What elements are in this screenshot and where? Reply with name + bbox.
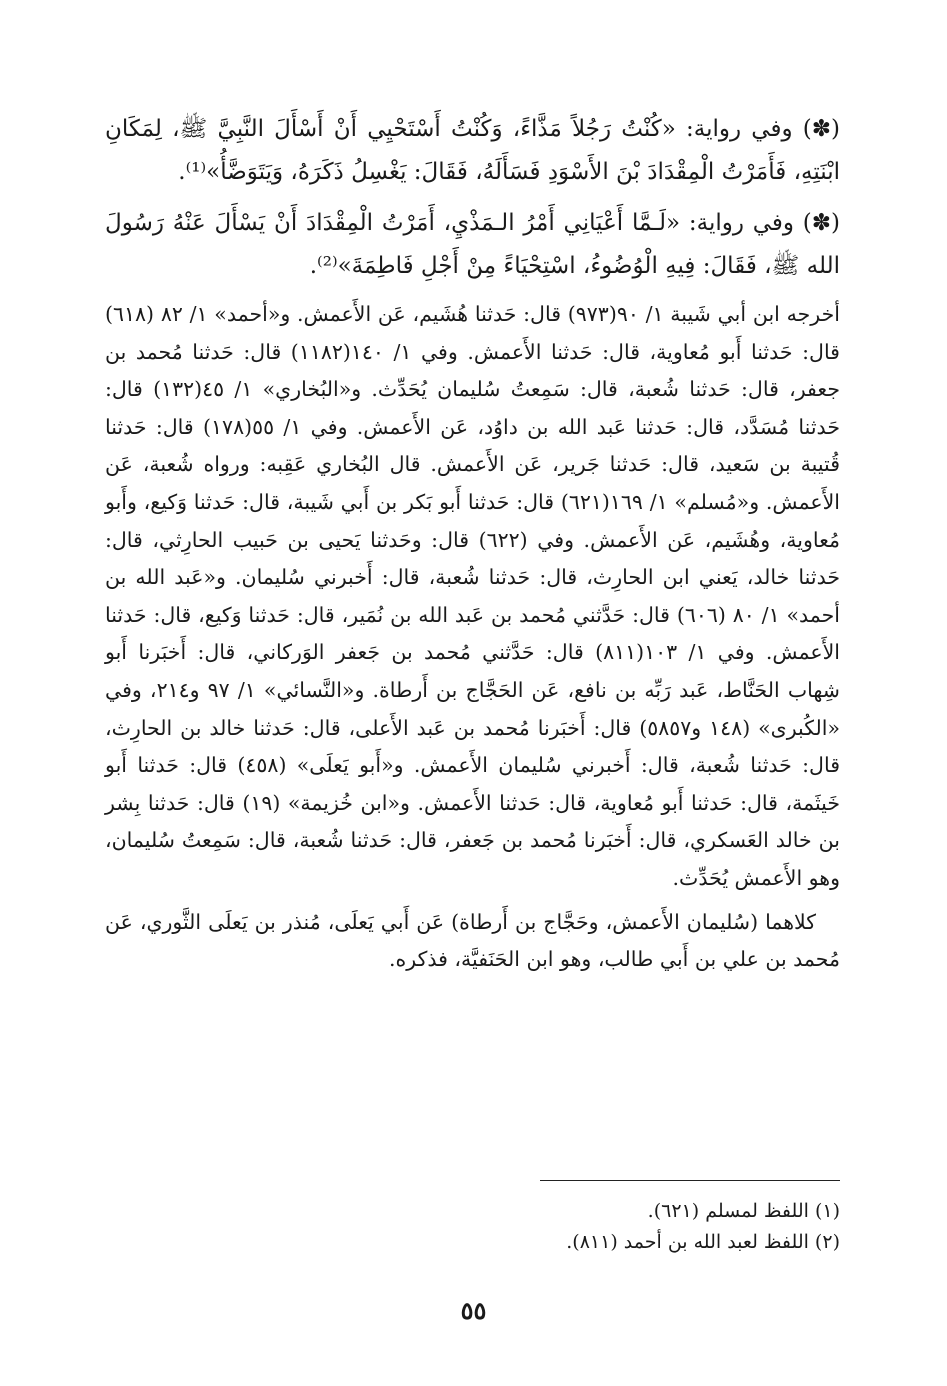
footnote-1: (١) اللفظ لمسلم (٦٢١). [647, 1200, 840, 1222]
footnote-2: (٢) اللفظ لعبد الله بن أحمد (٨١١). [566, 1231, 840, 1253]
page-body [105, 108, 840, 978]
takhrij-paragraph: أخرجه ابن أبي شَيبة ١/ ٩٠(٩٧٣) قال: حَدثنا هُشَيم، عَن الأَعمش. و«أحمد» ١/ ٨٢ (٦١٨) قال: حَدثنا أَبو مُعاوية، قال: حَدثنا الأَعمش. وفي ١/ ١٤٠(١١٨٢) قال: حَدثنا مُحمد بن جعفر، قال: حَدثنا شُعبة، قال: سَمِعتُ سُليمان يُحَدِّث. و«البُخاري» ١/ ٤٥(١٣٢) قال: حَدثنا مُسَدَّد، قال: حَدثنا عَبد الله بن داوُد، عَن الأَعمش. وفي ١/ ٥٥(١٧٨) قال: حَدثنا قُتيبة بن سَعيد، قال: حَدثنا جَرير، عَن الأَعمش. قال البُخاري عَقِبه: ورواه شُعبة، عَن الأَعمش. و«مُسلم» ١/ ١٦٩(٦٢١) قال: حَدثنا أَبو بَكر بن أَبي شَيبة، قال: حَدثنا وَكيع، وأَبو مُعاوية، وهُشَيم، عَن الأَعمش. وفي (٦٢٢) قال: وحَدثنا يَحيى بن حَبيب الحارِثي، قال: حَدثنا خالد، يَعني ابن الحارِث، قال: حَدثنا شُعبة، قال: أَخبرني سُليمان. و«عَبد الله بن أحمد» ١/ ٨٠ (٦٠٦) قال: حَدَّثني مُحمد بن عَبد الله بن نُمَير، قال: حَدثنا وَكيع، قال: حَدثنا الأَعمش. وفي ١/ ١٠٣(٨١١) قال: حَدَّثني مُحمد بن جَعفر الوَركاني، قال: أَخبَرنا أَبو شِهاب الحَنَّاط، عَبد رَبِّه بن نافع، عَن الحَجَّاج بن أَرطاة. و«النَّسائي» ١/ ٩٧ و٢١٤، وفي «الكُبرى» (١٤٨ و٥٨٥٧) قال: أَخبَرنا مُحمد بن عَبد الأَعلى، قال: حَدثنا خالد بن الحارِث، قال: حَدثنا شُعبة، قال: أَخبرني سُليمان الأَعمش. و«أَبو يَعلَى» (٤٥٨) قال: حَدثنا أَبو خَيثَمة، قال: حَدثنا أَبو مُعاوية، قال: حَدثنا الأَعمش. و«ابن خُزيمة» (١٩) قال: حَدثنا بِشر بن خالد العَسكري، قال: أَخبَرنا مُحمد بن جَعفر، قال: حَدثنا شُعبة، قال: سَمِعتُ سُليمان، وهو الأَعمش يُحَدِّث. [105, 302, 841, 890]
narration-2: (✽) وفي رواية: «لَـمَّا أَعْيَانِي أَمْرُ الـمَذْيِ، أَمَرْتُ الْمِقْدَادَ أَنْ يَسْأَلَ عَنْهُ رَسُولَ الله ﷺ، فَقَالَ: فِيهِ الْوُضُوءُ، اسْتِحْيَاءً مِنْ أَجْلِ فَاطِمَةَ»⁽²⁾. [105, 210, 840, 279]
footnote-separator [540, 1180, 840, 1181]
page-number: ٥٥ [460, 1296, 487, 1325]
narration-1: (✽) وفي رواية: «كُنْتُ رَجُلاً مَذَّاءً، وَكُنْتُ أَسْتَحْيِي أَنْ أَسْأَلَ النَّبِيَّ ﷺ، لِمَكَانِ ابْنَتِهِ، فَأَمَرْتُ الْمِقْدَادَ بْنَ الأَسْوَدِ فَسَأَلَهُ، فَقَالَ: يَغْسِلُ ذَكَرَهُ، وَيَتَوَضَّأُ»⁽¹⁾. [105, 116, 840, 185]
footnotes [340, 1196, 840, 1258]
summary-paragraph: كلاهما (سُليمان الأَعمش، وحَجَّاج بن أَرطاة) عَن أَبي يَعلَى، مُنذر بن يَعلَى الثَّوري، عَن مُحمد بن علي بن أَبي طالب، وهو ابن الحَنَفيَّة، فذكره. [105, 909, 840, 971]
